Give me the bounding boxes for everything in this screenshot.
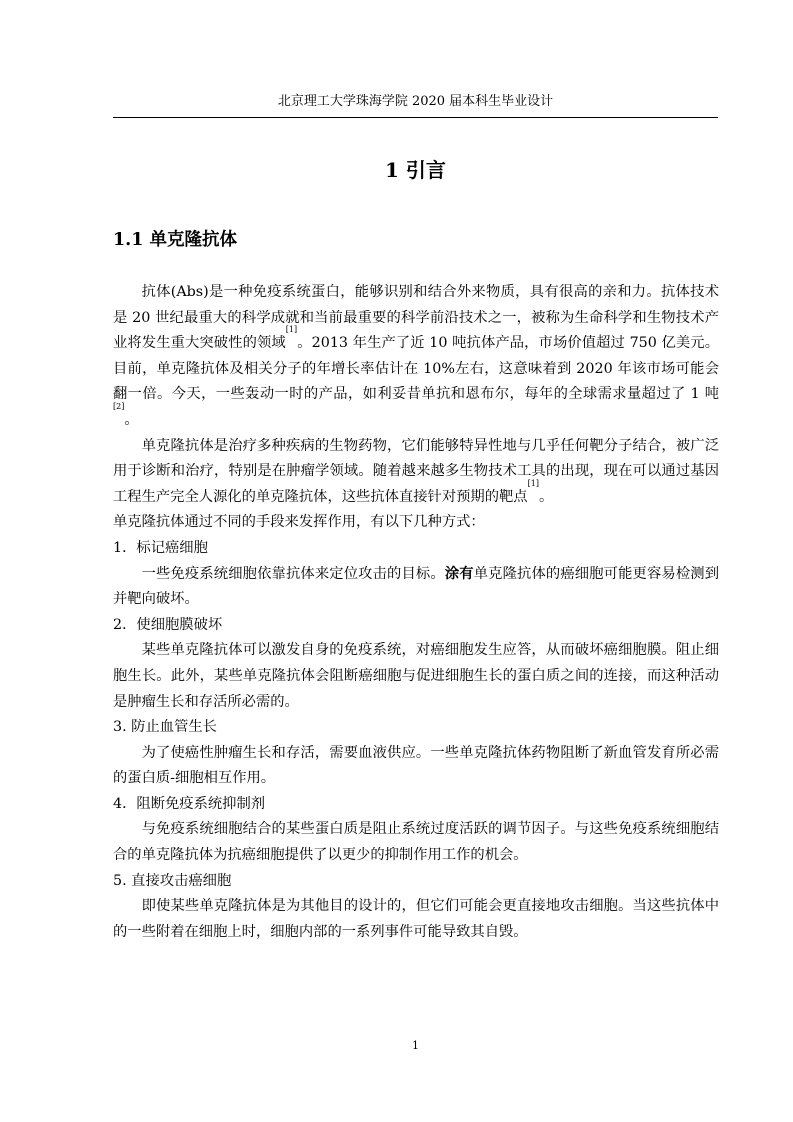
list-item-body: 某些单克隆抗体可以激发自身的免疫系统，对癌细胞发生应答，从而破坏癌细胞膜。阻止细胞生长。此外，某些单克隆抗体会阻断癌细胞与促进细胞生长的蛋白质之间的连接，而这种活动是肿瘤生长和存活所必需的。	[113, 642, 719, 710]
citation-1: [1]	[285, 325, 298, 335]
list-item-title: 1．标记癌细胞	[113, 539, 208, 556]
paragraph-text: 单克隆抗体是治疗多种疾病的生物药物，它们能够特异性地与几乎任何靶分子结合，被广泛用于诊断和治疗，特别是在肿瘤学领域。随着越来越多生物技术工具的出现，现在可以通过基因工程生产完全人源化的单克隆抗体，这些抗体直接针对预期的靶点	[113, 437, 719, 505]
paragraph-antibody-intro	[113, 280, 719, 434]
citation-2: [2]	[113, 401, 125, 411]
list-item-title: 4．阻断免疫系统抑制剂	[113, 795, 266, 812]
paragraph-text: 。2013 年生产了近 10 吨抗体产品，市场价值超过 750 亿美元。目前，单克隆抗体及相关分子的年增长率估计在 10%左右，这意味着到 2020 年该市场可能会翻一倍。今天，一些轰动一时的产品，如利妥昔单抗和恩布尔，每年的全球需求量超过了 1 吨	[113, 335, 720, 403]
running-header: 北京理工大学珠海学院 2020 届本科生毕业设计	[277, 94, 554, 109]
citation-1: [1]	[527, 478, 539, 488]
body-text	[113, 280, 719, 945]
list-item-body: 为了使癌性肿瘤生长和存活，需要血液供应。一些单克隆抗体药物阻断了新血管发育所必需的蛋白质-细胞相互作用。	[113, 744, 719, 787]
paragraph-mechanisms-intro: 单克隆抗体通过不同的手段来发挥作用，有以下几种方式：	[113, 514, 485, 531]
bold-text: 涂有	[444, 565, 474, 582]
list-item-title: 5. 直接攻击癌细胞	[113, 872, 232, 889]
paragraph-text: 。	[124, 411, 139, 428]
section-title: 1.1 单克隆抗体	[113, 230, 238, 250]
header-rule	[113, 117, 718, 118]
paragraph-mab-therapy	[113, 434, 719, 511]
paragraph-text: 。	[538, 488, 554, 505]
list-item-title: 2．使细胞膜破坏	[113, 616, 223, 633]
chapter-title: 1 引言	[385, 158, 446, 182]
list-item-body: 与免疫系统细胞结合的某些蛋白质是阻止系统过度活跃的调节因子。与这些免疫系统细胞结合的单克隆抗体为抗癌细胞提供了以更少的抑制作用工作的机会。	[113, 821, 719, 864]
list-item-title: 3. 防止血管生长	[113, 719, 217, 736]
page-number: 1	[412, 1039, 419, 1052]
paragraph-text: 一些免疫系统细胞依靠抗体来定位攻击的目标。	[141, 565, 445, 582]
list-item-body: 即使某些单克隆抗体是为其他目的设计的，但它们可能会更直接地攻击细胞。当这些抗体中的一些附着在细胞上时，细胞内部的一系列事件可能导致其自毁。	[113, 898, 719, 940]
paragraph-text: 单克隆抗体的癌细胞可能更容易检测到并靶向破坏。	[113, 565, 720, 608]
list-item-body	[113, 562, 719, 613]
paragraph-text: 抗体(Abs)是一种免疫系统蛋白，能够识别和结合外来物质，具有很高的亲和力。抗体技术是 20 世纪最重大的科学成就和当前最重要的科学前沿技术之一，被称为生命科学和生物技术产业将发生重大突破性的领域	[113, 284, 719, 352]
